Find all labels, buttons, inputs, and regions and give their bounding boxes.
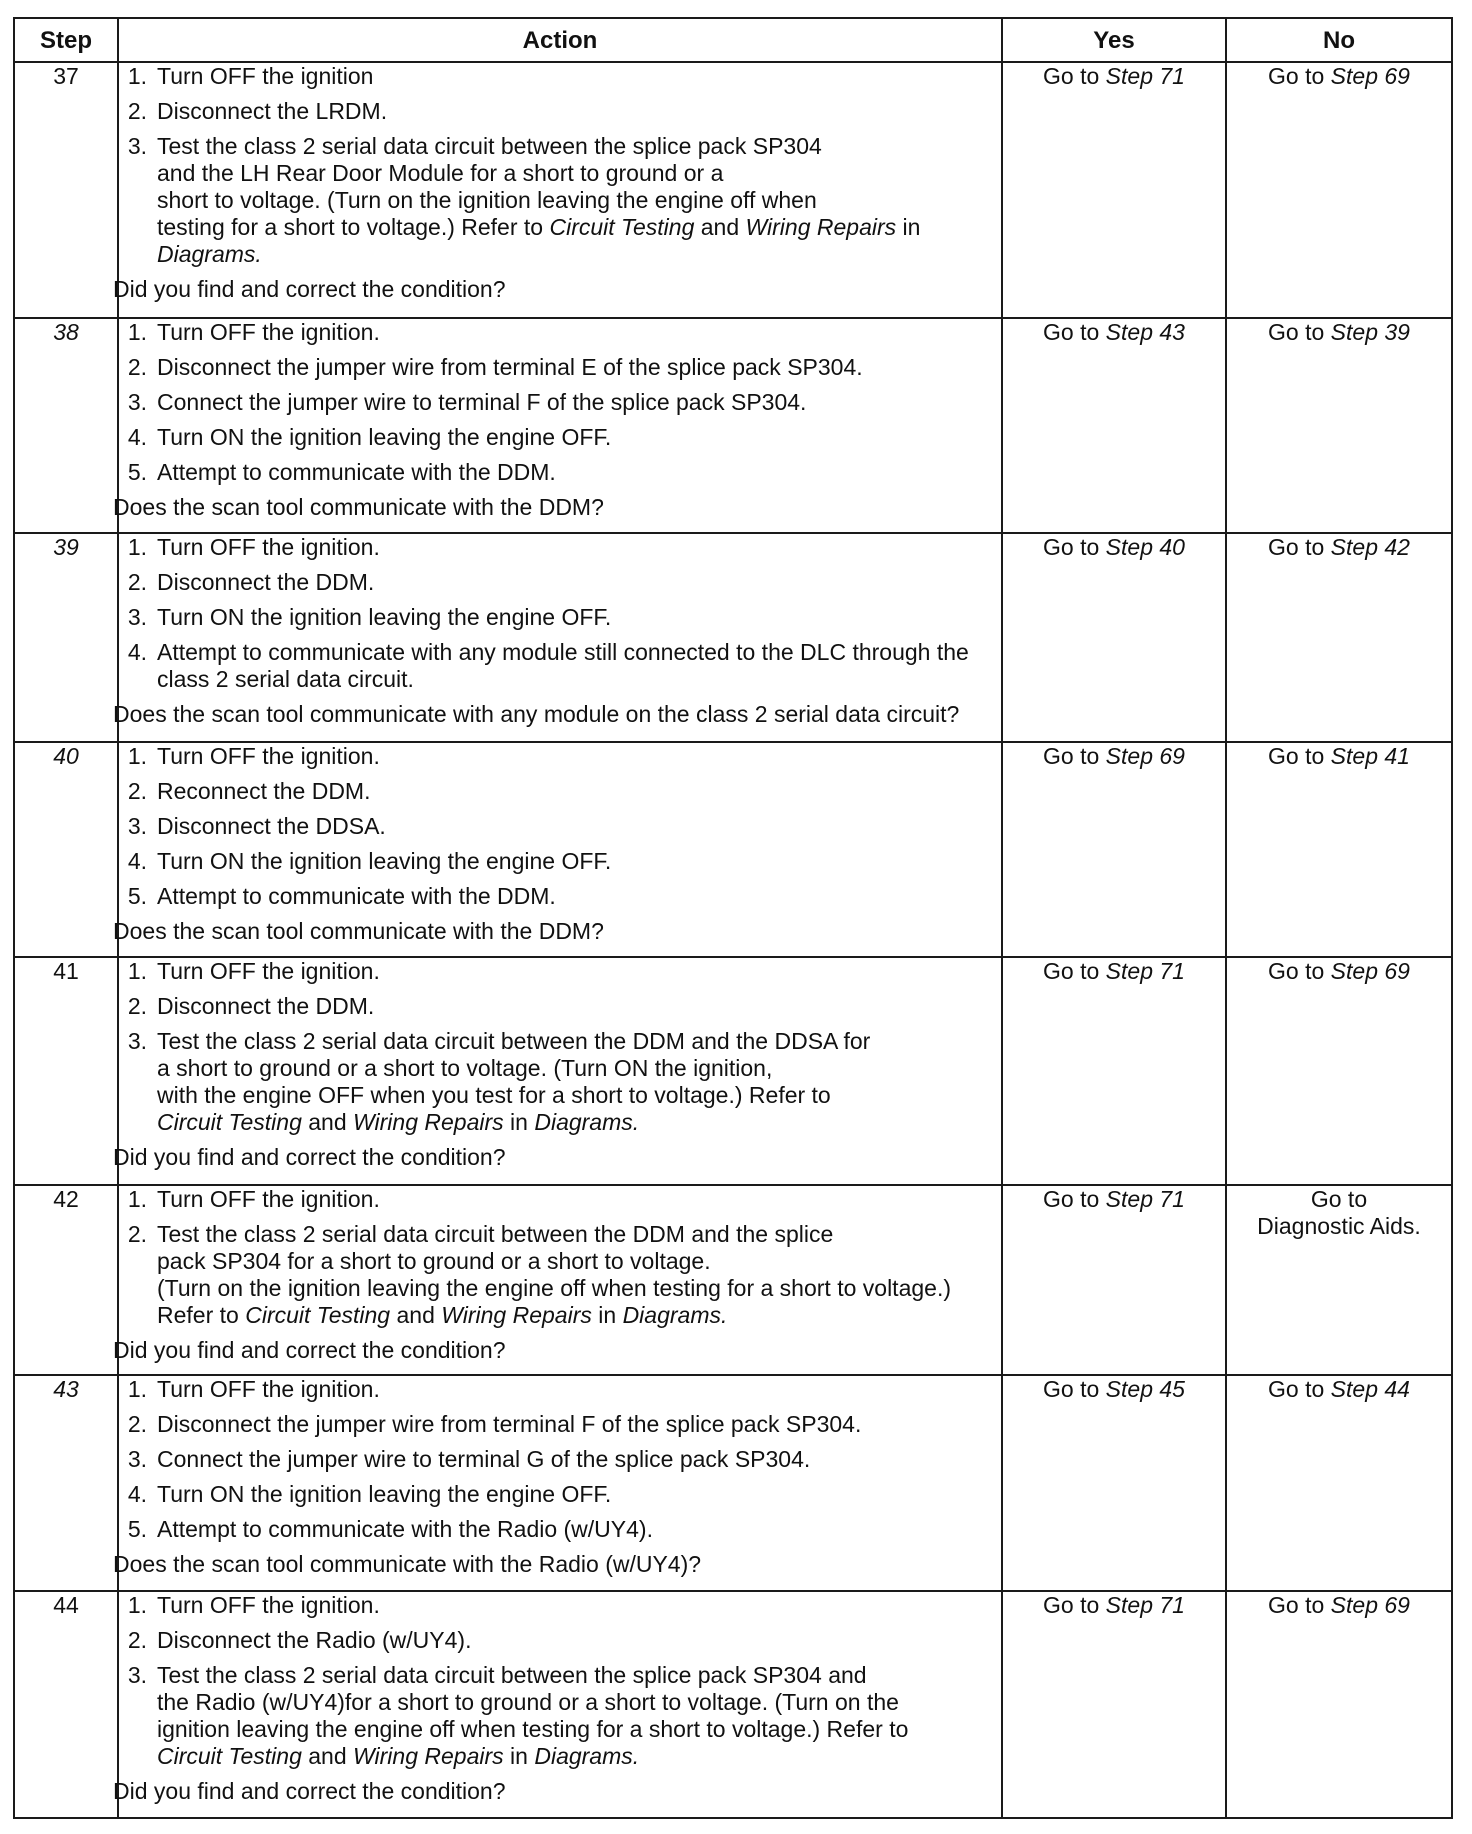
table-row [14, 533, 1452, 741]
substep-text: Disconnect the DDM. [157, 993, 375, 1020]
substep-number: 3. [127, 1028, 147, 1055]
yes-cell [1002, 533, 1226, 741]
no-cell [1226, 1591, 1452, 1818]
yes-target-step: Step 43 [1105, 318, 1185, 345]
no-goto-text: Go to [1268, 318, 1325, 345]
table-row [14, 957, 1452, 1184]
substep-item [119, 639, 1001, 693]
substep-number: 1. [127, 63, 147, 89]
substep-text: Turn OFF the ignition. [157, 1375, 380, 1402]
action-cell [113, 957, 1002, 1184]
header-row [14, 18, 1452, 62]
step-number: 41 [14, 957, 118, 1184]
substep-text: Turn OFF the ignition. [157, 534, 380, 561]
no-target-step: Step 69 [1330, 63, 1410, 89]
header-action: Action [118, 18, 1002, 62]
header-step: Step [14, 18, 118, 62]
yes-cell [1002, 318, 1226, 534]
no-cell [1226, 1375, 1452, 1591]
question-text: Did you find and correct the condition? [113, 1336, 506, 1363]
table-row [14, 1375, 1452, 1591]
substep-text: Attempt to communicate with the Radio (w/UY4). [157, 1515, 653, 1542]
question-text: Does the scan tool communicate with the DDM? [113, 917, 604, 944]
substep-list [119, 1592, 1001, 1770]
step-number: 43 [14, 1375, 118, 1591]
substep-number: 3. [127, 604, 147, 631]
substep-item [119, 459, 1001, 486]
yes-target-step: Step 71 [1105, 1591, 1185, 1618]
substep-item [119, 569, 1001, 596]
substep-text: Turn ON the ignition leaving the engine OFF. [157, 1480, 612, 1507]
substep-item [119, 534, 1001, 561]
no-target-step: Step 42 [1330, 534, 1410, 561]
substep-number: 4. [127, 423, 147, 450]
substep-text: Connect the jumper wire to terminal G of the splice pack SP304. [157, 1445, 811, 1472]
substep-list [119, 1376, 1001, 1543]
substep-number: 1. [127, 318, 147, 345]
yes-goto-text: Go to [1043, 742, 1100, 769]
substep-text: Turn OFF the ignition. [157, 318, 380, 345]
substep-text: Disconnect the LRDM. [157, 98, 388, 124]
step-number: 37 [14, 62, 118, 318]
yes-goto-text: Go to [1043, 1375, 1100, 1402]
yes-goto-text: Go to [1043, 958, 1100, 985]
yes-goto-text: Go to [1043, 1185, 1100, 1212]
no-cell [1226, 1185, 1452, 1375]
substep-number: 2. [127, 1626, 147, 1653]
substep-number: 2. [127, 777, 147, 804]
substep-text: Disconnect the jumper wire from terminal F of the splice pack SP304. [157, 1410, 862, 1437]
substep-text: Disconnect the DDSA. [157, 812, 386, 839]
substep-number: 3. [127, 388, 147, 415]
table-row [14, 62, 1452, 318]
substep-item [119, 319, 1001, 346]
no-target-step: Step 69 [1330, 958, 1410, 985]
substep-item [119, 1028, 1001, 1136]
no-cell [1226, 957, 1452, 1184]
no-goto-text: Go to [1268, 1375, 1325, 1402]
yes-target-step: Step 71 [1105, 63, 1185, 89]
substep-text: Turn ON the ignition leaving the engine OFF. [157, 604, 612, 631]
yes-cell [1002, 1185, 1226, 1375]
substep-text: Turn OFF the ignition. [157, 1591, 380, 1618]
substep-text: Attempt to communicate with any module still connected to the DLC through the class 2 serial data circuit. [157, 639, 969, 693]
table-row [14, 742, 1452, 958]
yes-cell [1002, 1591, 1226, 1818]
substep-list [119, 534, 1001, 693]
substep-number: 4. [127, 1480, 147, 1507]
substep-item [119, 424, 1001, 451]
substep-text: Test the class 2 serial data circuit between the splice pack SP304 and the LH Rear Door Module for a short to ground or a short to voltage. (Turn on the ignition leaving the engine off when testing for a short to voltage.) Refer to Circuit Testing and Wiring Repairs in Diagrams. [157, 133, 921, 267]
substep-number: 5. [127, 1515, 147, 1542]
no-target-step: Diagnostic Aids. [1257, 1212, 1421, 1239]
substep-number: 2. [127, 1220, 147, 1247]
no-goto-text: Go to [1268, 958, 1325, 985]
substep-number: 2. [127, 1410, 147, 1437]
substep-text: Test the class 2 serial data circuit between the splice pack SP304 and the Radio (w/UY4)for a short to ground or a short to voltage. (Turn on the ignition leaving the engine off when testing for a short to voltage.) Refer to Circuit Testing and Wiring Repairs in Diagrams. [157, 1661, 909, 1769]
header-no: No [1226, 18, 1452, 62]
substep-text: Turn OFF the ignition. [157, 1185, 380, 1212]
yes-target-step: Step 71 [1105, 1185, 1185, 1212]
substep-list [119, 743, 1001, 910]
question-text: Did you find and correct the condition? [113, 276, 506, 302]
substep-text: Reconnect the DDM. [157, 777, 371, 804]
substep-item [119, 848, 1001, 875]
yes-target-step: Step 40 [1105, 534, 1185, 561]
question-text: Does the scan tool communicate with any module on the class 2 serial data circuit? [113, 701, 960, 728]
question-text: Does the scan tool communicate with the Radio (w/UY4)? [113, 1550, 702, 1577]
substep-item [119, 958, 1001, 985]
no-target-step: Step 39 [1330, 318, 1410, 345]
no-target-step: Step 44 [1330, 1375, 1410, 1402]
substep-number: 1. [127, 1185, 147, 1212]
no-cell [1226, 742, 1452, 958]
substep-text: Turn OFF the ignition. [157, 958, 380, 985]
step-number: 42 [14, 1185, 118, 1375]
substep-list [119, 63, 1001, 268]
substep-number: 1. [127, 1375, 147, 1402]
substep-item [119, 993, 1001, 1020]
substep-text: Attempt to communicate with the DDM. [157, 458, 556, 485]
substep-number: 5. [127, 458, 147, 485]
substep-item [119, 1627, 1001, 1654]
substep-text: Turn ON the ignition leaving the engine OFF. [157, 847, 612, 874]
substep-number: 4. [127, 639, 147, 666]
action-cell [113, 62, 1002, 318]
no-cell [1226, 62, 1452, 318]
question-text: Did you find and correct the condition? [113, 1144, 506, 1171]
yes-goto-text: Go to [1043, 63, 1100, 89]
substep-number: 1. [127, 1591, 147, 1618]
substep-number: 2. [127, 353, 147, 380]
substep-list [119, 958, 1001, 1136]
substep-number: 4. [127, 847, 147, 874]
step-number: 39 [14, 533, 118, 741]
substep-text: Test the class 2 serial data circuit between the DDM and the splice pack SP304 for a short to ground or a short to voltage. (Turn on the ignition leaving the engine off when testing for a short to voltage.) Refer to Circuit Testing and Wiring Repairs in Diagrams. [157, 1220, 951, 1328]
action-cell [113, 1591, 1002, 1818]
yes-goto-text: Go to [1043, 318, 1100, 345]
substep-number: 2. [127, 993, 147, 1020]
substep-number: 2. [127, 569, 147, 596]
substep-number: 3. [127, 812, 147, 839]
no-target-step: Step 41 [1330, 742, 1410, 769]
action-cell [113, 1185, 1002, 1375]
substep-item [119, 354, 1001, 381]
substep-item [119, 389, 1001, 416]
step-number: 40 [14, 742, 118, 958]
substep-item [119, 1592, 1001, 1619]
substep-item [119, 133, 1001, 268]
yes-cell [1002, 957, 1226, 1184]
substep-text: Disconnect the jumper wire from terminal E of the splice pack SP304. [157, 353, 863, 380]
step-number: 44 [14, 1591, 118, 1818]
substep-item [119, 1662, 1001, 1770]
yes-goto-text: Go to [1043, 1591, 1100, 1618]
substep-number: 3. [127, 1445, 147, 1472]
no-target-step: Step 69 [1330, 1591, 1410, 1618]
yes-target-step: Step 69 [1105, 742, 1185, 769]
yes-cell [1002, 1375, 1226, 1591]
header-yes: Yes [1002, 18, 1226, 62]
substep-item [119, 1186, 1001, 1213]
substep-list [119, 1186, 1001, 1329]
action-cell [113, 533, 1002, 741]
substep-number: 5. [127, 882, 147, 909]
substep-item [119, 1221, 1001, 1329]
no-goto-text: Go to [1310, 1185, 1368, 1212]
table-row [14, 1591, 1452, 1818]
no-goto-text: Go to [1268, 742, 1325, 769]
substep-number: 1. [127, 958, 147, 985]
question-text: Did you find and correct the condition? [113, 1777, 506, 1804]
substep-number: 1. [127, 534, 147, 561]
question-text: Does the scan tool communicate with the DDM? [113, 493, 604, 520]
no-cell [1226, 533, 1452, 741]
no-cell [1226, 318, 1452, 534]
substep-text: Connect the jumper wire to terminal F of the splice pack SP304. [157, 388, 807, 415]
no-goto-text: Go to [1268, 1591, 1325, 1618]
substep-item [119, 63, 1001, 90]
action-cell [113, 1375, 1002, 1591]
substep-text: Attempt to communicate with the DDM. [157, 882, 556, 909]
substep-text: Turn ON the ignition leaving the engine OFF. [157, 423, 612, 450]
no-goto-text: Go to [1268, 534, 1325, 561]
action-cell [113, 318, 1002, 534]
substep-item [119, 813, 1001, 840]
substep-number: 1. [127, 742, 147, 769]
substep-item [119, 1481, 1001, 1508]
yes-cell [1002, 742, 1226, 958]
yes-target-step: Step 45 [1105, 1375, 1185, 1402]
substep-number: 2. [127, 98, 147, 124]
substep-item [119, 1411, 1001, 1438]
substep-text: Turn OFF the ignition. [157, 742, 380, 769]
no-goto-text: Go to [1268, 63, 1325, 89]
substep-item [119, 98, 1001, 125]
yes-target-step: Step 71 [1105, 958, 1185, 985]
substep-text: Test the class 2 serial data circuit between the DDM and the DDSA for a short to ground or a short to voltage. (Turn ON the ignition, with the engine OFF when you test for a short to voltage.) Refer to Circuit Testing and Wiring Repairs in Diagrams. [157, 1028, 871, 1136]
diagnostic-table [13, 17, 1453, 1819]
substep-number: 3. [127, 1661, 147, 1688]
action-cell [113, 742, 1002, 958]
substep-item [119, 1376, 1001, 1403]
substep-item [119, 1516, 1001, 1543]
step-number: 38 [14, 318, 118, 534]
substep-list [119, 319, 1001, 486]
substep-text: Turn OFF the ignition [157, 63, 374, 89]
substep-item [119, 778, 1001, 805]
substep-item [119, 604, 1001, 631]
yes-goto-text: Go to [1043, 534, 1100, 561]
substep-item [119, 1446, 1001, 1473]
substep-text: Disconnect the Radio (w/UY4). [157, 1626, 472, 1653]
substep-item [119, 883, 1001, 910]
substep-number: 3. [127, 133, 147, 159]
table-row [14, 1185, 1452, 1375]
substep-item [119, 743, 1001, 770]
table-row [14, 318, 1452, 534]
substep-text: Disconnect the DDM. [157, 569, 375, 596]
yes-cell [1002, 62, 1226, 318]
